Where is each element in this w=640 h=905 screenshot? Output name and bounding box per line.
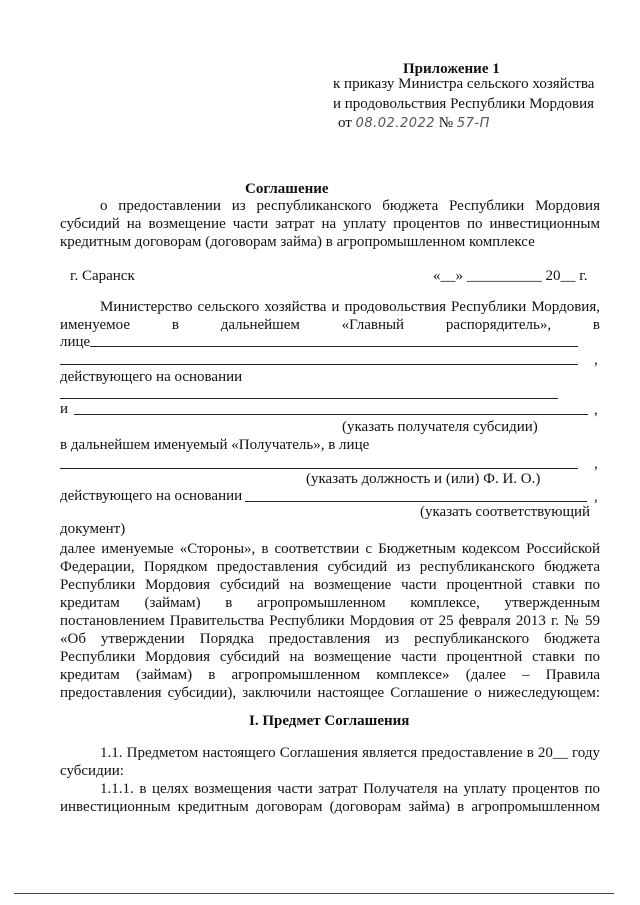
fill-line-representative bbox=[90, 346, 578, 347]
comma-2: , bbox=[594, 402, 598, 418]
hint-recipient: (указать получателя субсидии) bbox=[342, 419, 538, 435]
fill-line-position bbox=[60, 468, 578, 469]
body-line-3: Республики Мордовия субсидий на возмещение части процентной ставки по bbox=[60, 577, 600, 593]
fill-line-document bbox=[245, 501, 587, 502]
agreement-title: Соглашение bbox=[245, 181, 329, 197]
body-line-1: далее именуемые «Стороны», в соответствии с Бюджетным кодексом Российской bbox=[60, 541, 600, 557]
section-1-p1-line-1: 1.1. Предметом настоящего Соглашения является предоставление в 20__ году bbox=[100, 745, 600, 761]
parties-line-5: действующего на основании bbox=[60, 369, 243, 385]
body-line-5: постановлением Правительства Республики Мордовия от 25 февраля 2013 г. № 59 bbox=[60, 613, 600, 629]
section-1-title: I. Предмет Соглашения bbox=[249, 713, 410, 729]
fill-line-basis bbox=[60, 398, 558, 399]
heading-line-2: субсидий на возмещение части затрат на уплату процентов по инвестиционным bbox=[60, 216, 600, 232]
parties-line-2: именуемое в дальнейшем «Главный распорядитель», в bbox=[60, 317, 600, 333]
hint-document: (указать соответствующий bbox=[420, 504, 591, 520]
body-line-9: предоставления субсидии), заключили настоящее Соглашение о нижеследующем: bbox=[60, 685, 600, 701]
comma-4: , bbox=[594, 489, 598, 505]
appendix-title: Приложение 1 bbox=[403, 61, 500, 77]
scan-edge-line bbox=[14, 893, 614, 894]
appendix-line-2: и продовольствия Республики Мордовия bbox=[333, 96, 594, 112]
parties-line-3: лице bbox=[60, 334, 91, 350]
section-1-p1-line-2: субсидии: bbox=[60, 763, 124, 779]
city: г. Саранск bbox=[70, 268, 135, 284]
date-prefix: от bbox=[338, 115, 352, 131]
hint-position: (указать должность и (или) Ф. И. О.) bbox=[306, 471, 541, 487]
body-line-8: кредитам (займам) в агропромышленном комплексе» (далее – Правила bbox=[60, 667, 600, 683]
body-line-7: Республики Мордовия субсидий на возмещение части процентной ставки по bbox=[60, 649, 600, 665]
agreement-date: «__» __________ 20__ г. bbox=[433, 268, 588, 284]
handwritten-date: 08.02.2022 bbox=[355, 116, 436, 131]
body-line-2: Федерации, Порядком предоставления субсидий из республиканского бюджета bbox=[60, 559, 600, 575]
parties-line-14: документ) bbox=[60, 521, 126, 537]
section-1-p2-line-2: инвестиционным кредитным договорам (договорам займа) в агропромышленном bbox=[60, 799, 600, 815]
fill-line-representative-2 bbox=[60, 364, 578, 365]
fill-line-recipient bbox=[74, 414, 588, 415]
parties-line-9: в дальнейшем именуемый «Получатель», в лице bbox=[60, 437, 370, 453]
appendix-date-line bbox=[338, 114, 490, 133]
number-prefix: № bbox=[438, 115, 454, 131]
section-1-p2-line-1: 1.1.1. в целях возмещения части затрат Получателя на уплату процентов по bbox=[100, 781, 600, 797]
body-line-6: «Об утверждении Порядка предоставления из республиканского бюджета bbox=[60, 631, 600, 647]
appendix-line-1: к приказу Министра сельского хозяйства bbox=[333, 76, 595, 92]
heading-line-1: о предоставлении из республиканского бюджета Республики Мордовия bbox=[100, 198, 600, 214]
comma-1: , bbox=[594, 352, 598, 368]
body-line-4: кредитам (займам) в агропромышленном комплексе, утвержденным bbox=[60, 595, 600, 611]
heading-line-3: кредитным договорам (договорам займа) в агропромышленном комплексе bbox=[60, 234, 535, 250]
handwritten-number: 57-П bbox=[456, 116, 490, 131]
and-prefix: и bbox=[60, 401, 69, 417]
parties-line-12: действующего на основании bbox=[60, 488, 243, 504]
parties-line-1: Министерство сельского хозяйства и продовольствия Республики Мордовия, bbox=[100, 299, 600, 315]
comma-3: , bbox=[594, 456, 598, 472]
